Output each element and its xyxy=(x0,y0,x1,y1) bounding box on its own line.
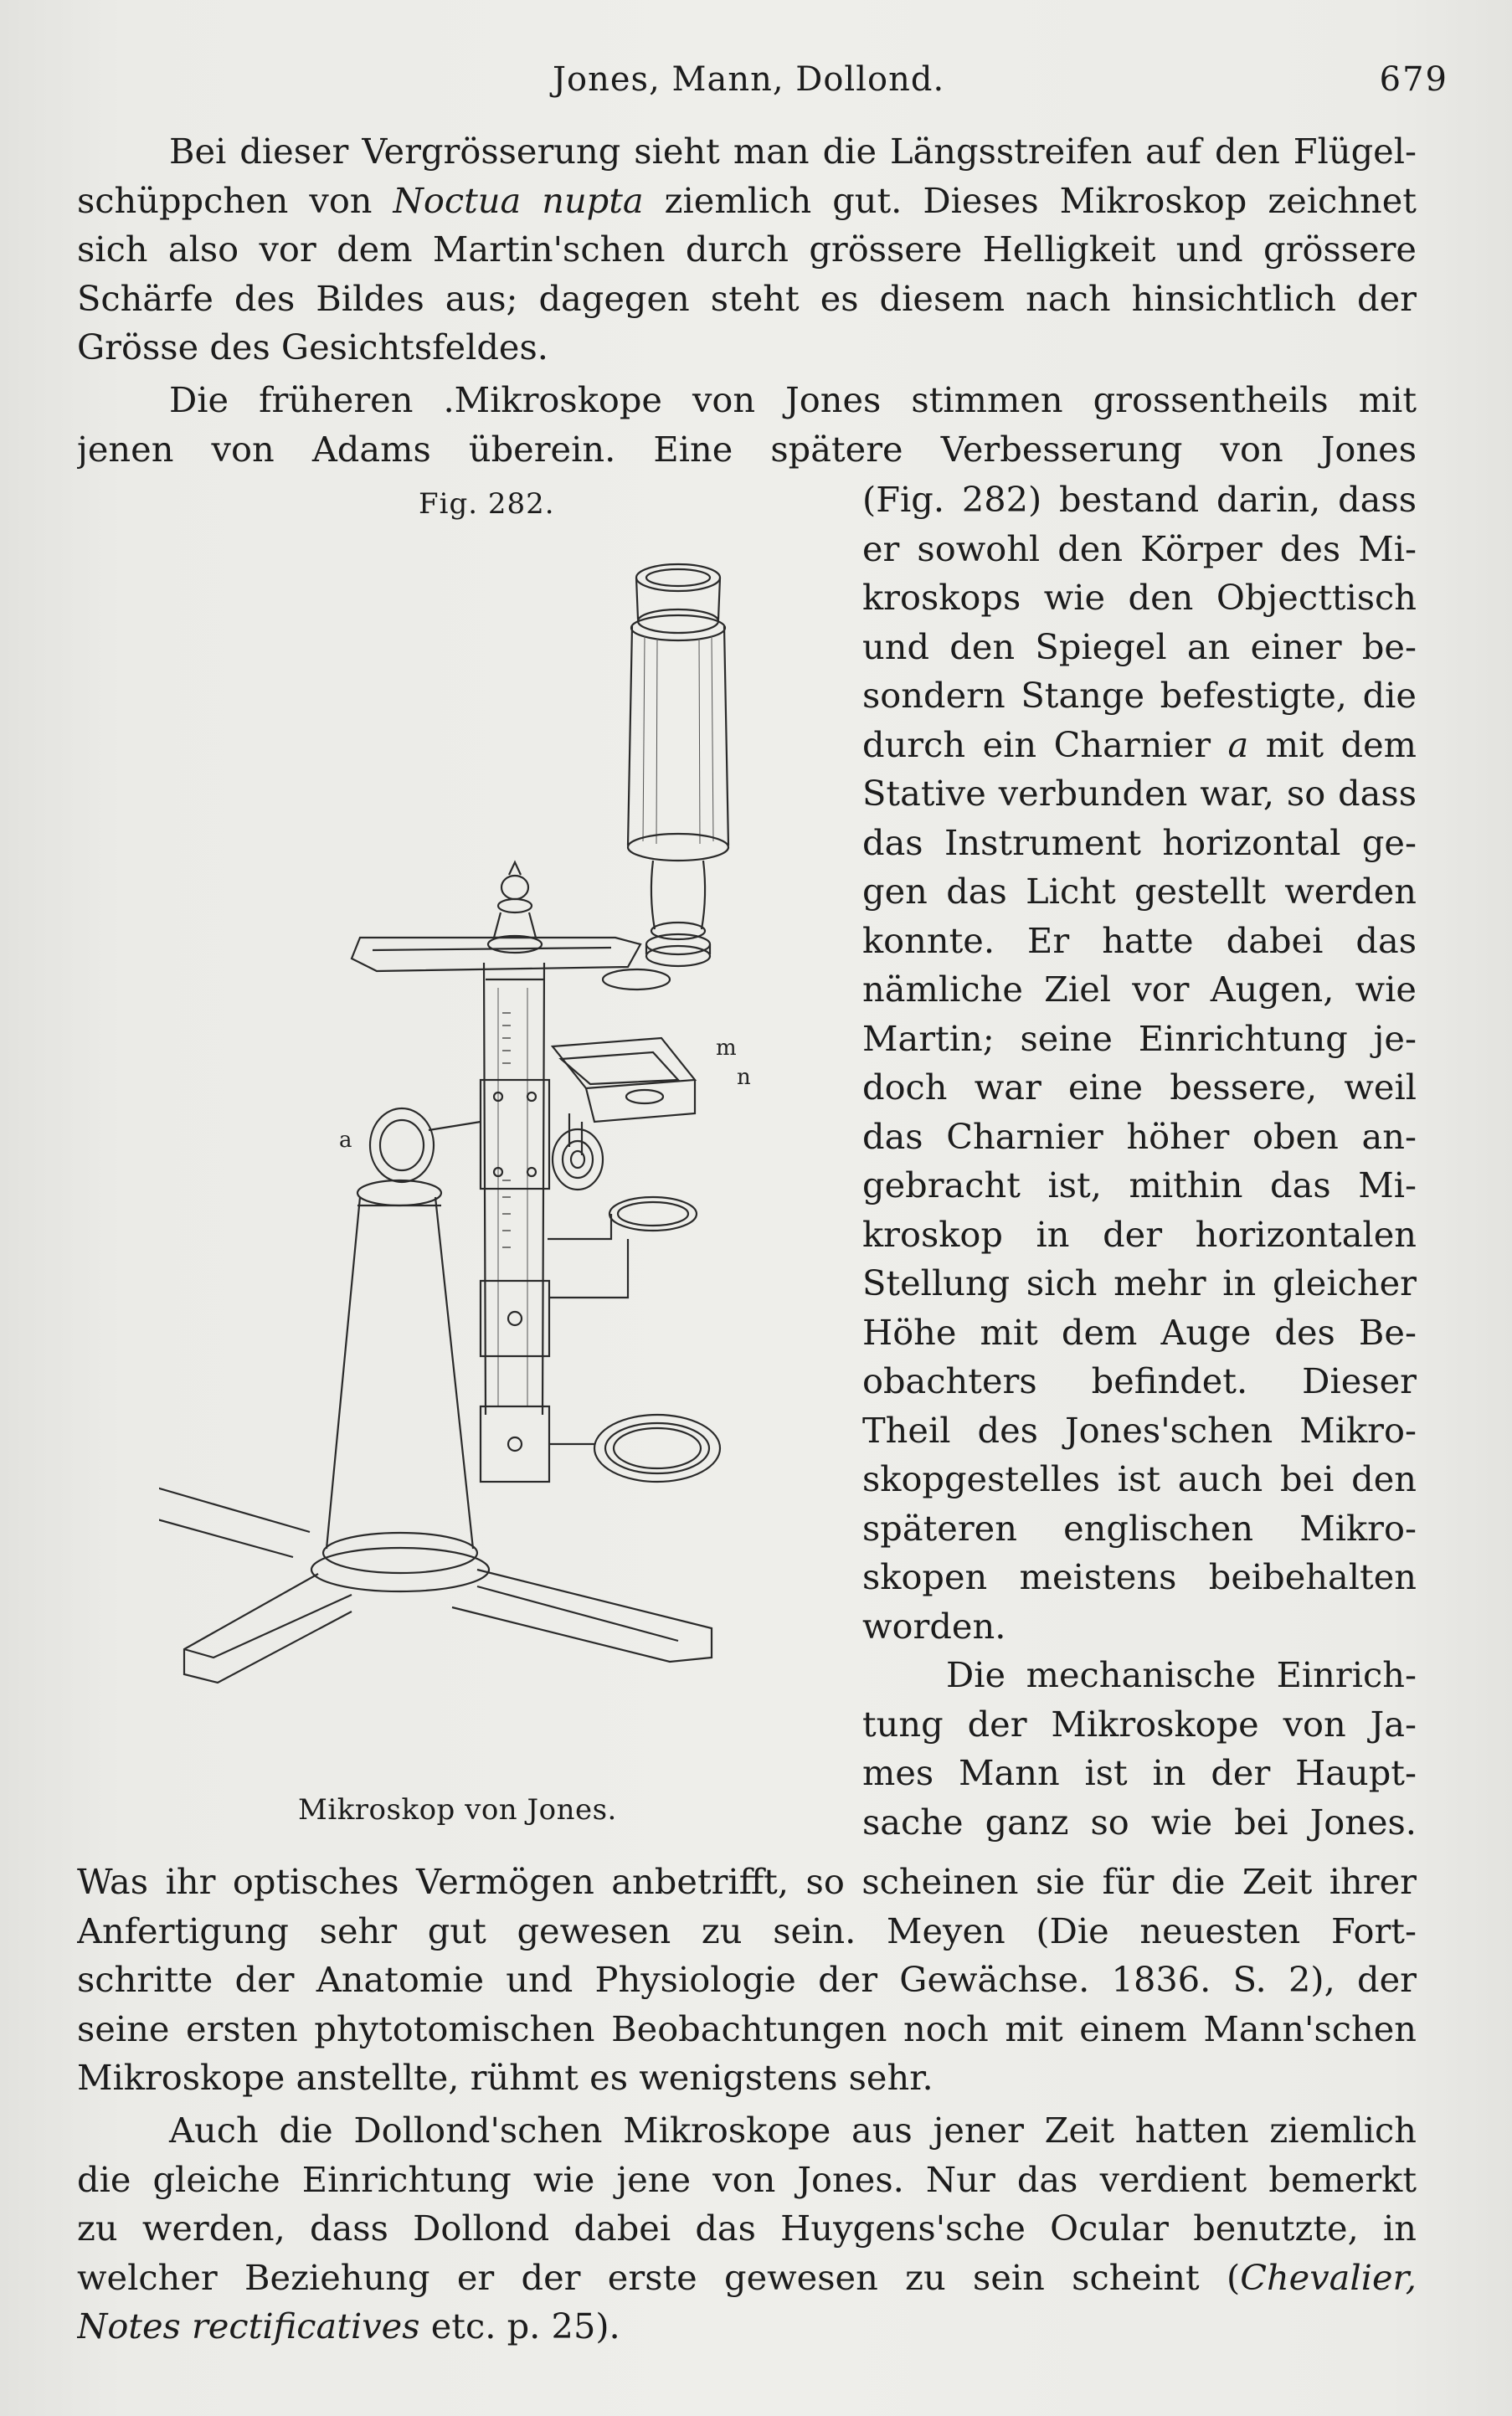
species-name: Noctua nupta xyxy=(393,179,644,221)
foot-left xyxy=(184,1574,352,1683)
figure-letter-m: m xyxy=(716,1036,737,1061)
text-line: sondern Stange befestigte, die xyxy=(862,675,1417,716)
author-citation: Chevalier, xyxy=(1240,2256,1417,2298)
figure-label: Fig. 282. xyxy=(419,487,555,521)
text-line: Stative verbunden war, so dass xyxy=(862,773,1417,814)
text-line: Höhe mit dem Auge des Be- xyxy=(862,1311,1417,1353)
microscope-illustration xyxy=(159,544,787,1775)
text-line: Die früheren .Mikroskope von Jones stimmen grossentheils mit xyxy=(169,379,1417,420)
figure-letter-n: n xyxy=(737,1065,751,1090)
text-line: Anfertigung sehr gut gewesen zu sein. Meyen (Die neuesten Fort- xyxy=(77,1910,1417,1951)
letter-a-ref: a xyxy=(1227,723,1249,765)
text-line: (Fig. 282) bestand darin, dass xyxy=(862,479,1417,520)
text-line: mes Mann ist in der Haupt- xyxy=(862,1752,1417,1793)
text-line: Mikroskope anstellte, rühmt es wenigstens sehr. xyxy=(77,2057,933,2098)
text-line: seine ersten phytotomischen Beobachtungen noch mit einem Mann'schen xyxy=(77,2007,1417,2049)
text-line: worden. xyxy=(862,1605,1006,1647)
text-line: gen das Licht gestellt werden xyxy=(862,871,1417,912)
text-line: sache ganz so wie bei Jones. xyxy=(862,1801,1417,1843)
text-line: Martin; seine Einrichtung je- xyxy=(862,1017,1417,1059)
text-line: er sowohl den Körper des Mi- xyxy=(862,527,1417,569)
text-line: zu werden, dass Dollond dabei das Huygens'sche Ocular benutzte, in xyxy=(77,2208,1417,2249)
mirror-arm-upper xyxy=(548,1214,611,1239)
text-line: doch war eine bessere, weil xyxy=(862,1067,1417,1108)
text-line: Was ihr optisches Vermögen anbetrifft, so scheinen sie für die Zeit ihrer xyxy=(77,1861,1417,1902)
text-line: Schärfe des Bildes aus; dagegen steht es diesem nach hinsichtlich der xyxy=(77,277,1417,319)
text-line: durch ein Charnier a mit dem xyxy=(862,723,1417,765)
running-header xyxy=(75,60,1448,111)
text-line: Auch die Dollond'schen Mikroskope aus jener Zeit hatten ziemlich xyxy=(169,2110,1417,2151)
text-line: das Instrument horizontal ge- xyxy=(862,821,1417,863)
hinge-sleeve xyxy=(481,1080,549,1189)
text-line: Stellung sich mehr in gleicher xyxy=(862,1262,1417,1303)
text-line: späteren englischen Mikro- xyxy=(862,1507,1417,1549)
focus-knob xyxy=(553,1129,603,1190)
arm xyxy=(352,938,640,971)
text-line: tung der Mikroskope von Ja- xyxy=(862,1703,1417,1745)
text-line: gebracht ist, mithin das Mi- xyxy=(862,1164,1417,1205)
text-line: schritte der Anatomie und Physiologie der Gewächse. 1836. S. 2), der xyxy=(77,1959,1417,2000)
figure-caption: Mikroskop von Jones. xyxy=(298,1793,617,1827)
text-line: skopen meistens beibehalten xyxy=(862,1556,1417,1597)
text-line: die gleiche Einrichtung wie jene von Jones. Nur das verdient bemerkt xyxy=(77,2158,1417,2200)
text-line: nämliche Ziel vor Augen, wie xyxy=(862,969,1417,1010)
paragraph-3 xyxy=(77,1858,1417,2103)
foot-right xyxy=(452,1570,712,1662)
column xyxy=(327,1197,473,1549)
text-line: kroskop in der horizontalen xyxy=(862,1213,1417,1255)
text-line: Theil des Jones'schen Mikro- xyxy=(862,1409,1417,1451)
work-title: Notes rectificatives xyxy=(77,2305,420,2347)
text-line: sich also vor dem Martin'schen durch grössere Helligkeit und grössere xyxy=(77,229,1417,270)
text-line: konnte. Er hatte dabei das xyxy=(862,919,1417,961)
figure-letter-a: a xyxy=(339,1128,352,1153)
foot-back xyxy=(159,1486,310,1557)
finial xyxy=(509,862,521,875)
text-line: skopgestelles ist auch bei den xyxy=(862,1458,1417,1499)
text-line: und den Spiegel an einer be- xyxy=(862,625,1417,667)
text-line: das Charnier höher oben an- xyxy=(862,1115,1417,1157)
eyepiece-top xyxy=(636,564,720,591)
header-title: Jones, Mann, Dollond. xyxy=(553,60,945,99)
text-line: jenen von Adams überein. Eine spätere Verbesserung von Jones xyxy=(77,428,1417,470)
text-line: Grösse des Gesichtsfeldes. xyxy=(77,326,548,368)
paragraph-4 xyxy=(77,2106,1417,2352)
paragraph-1 xyxy=(77,127,1417,373)
text-line: welcher Beziehung er der erste gewesen zu sein scheint (Chevalier, xyxy=(77,2256,1417,2298)
paragraph-2-top xyxy=(77,376,1417,474)
text-line: kroskops wie den Objecttisch xyxy=(862,577,1417,618)
text-line: obachters befindet. Dieser xyxy=(862,1360,1417,1401)
paragraph-2-column xyxy=(862,475,1417,1847)
text-line: Die mechanische Einrich- xyxy=(946,1654,1417,1695)
text-line: Notes rectificatives etc. p. 25). xyxy=(77,2305,620,2347)
text-line: Bei dieser Vergrösserung sieht man die Längsstreifen auf den Flügel- xyxy=(169,131,1417,172)
page-number: 679 xyxy=(1379,60,1448,99)
text-line: schüppchen von Noctua nupta ziemlich gut. Dieses Mikroskop zeichnet xyxy=(77,179,1417,221)
